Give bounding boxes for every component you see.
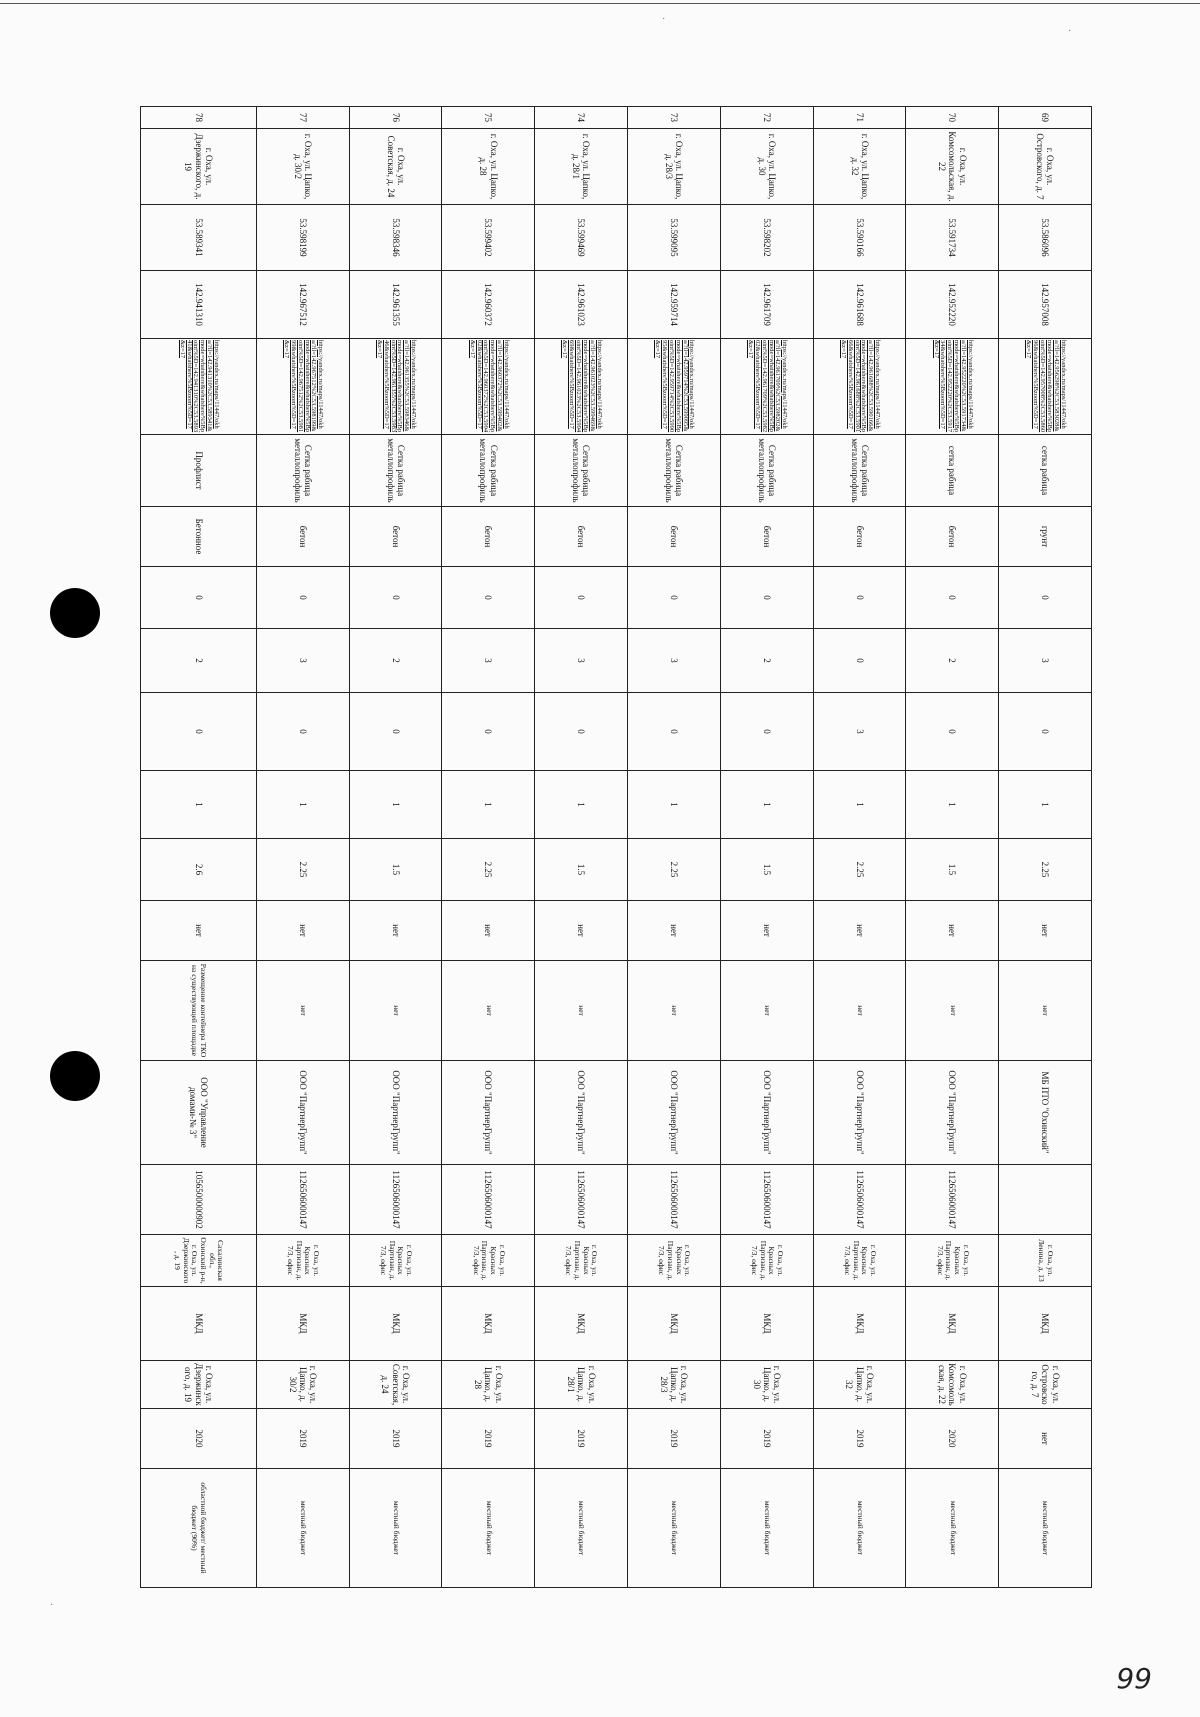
cell-address: г. Оха, ул. Цапко, д. 30 bbox=[720, 129, 813, 205]
cell-lat: 53.589341 bbox=[141, 205, 257, 271]
cell-c3: 0 bbox=[535, 693, 628, 771]
cell-surface: бетон bbox=[813, 507, 906, 567]
cell-owner-addr: г. Оха, ул. Красных Партизан, д. 7/3, офис bbox=[442, 1235, 535, 1287]
cell-owner-addr: Сахалинская обл., Охинский р-н, г. Оха, ул. Дзержинского, д. 19 bbox=[141, 1235, 257, 1287]
cell-volume: 2.25 bbox=[813, 839, 906, 901]
cell-owner-addr: г. Оха, ул. Красных Партизан, д. 7/3, офис bbox=[349, 1235, 442, 1287]
cell-owner-addr: г. Оха, ул. Красных Партизан, д. 7/3, офис bbox=[256, 1235, 349, 1287]
cell-lon: 142.952220 bbox=[906, 271, 999, 339]
cell-c1: 0 bbox=[256, 567, 349, 629]
cell-c3: 0 bbox=[256, 693, 349, 771]
cell-c6: нет bbox=[442, 961, 535, 1061]
cell-budget: областной бюджет/ местный бюджет (90%) bbox=[141, 1469, 257, 1588]
cell-surface: бетон bbox=[442, 507, 535, 567]
cell-lon: 142.941310 bbox=[141, 271, 257, 339]
cell-owner-addr: г. Оха, ул. Красных Партизан, д. 7/3, офис bbox=[628, 1235, 721, 1287]
cell-mkd: МКД bbox=[999, 1287, 1092, 1361]
cell-c6: нет bbox=[813, 961, 906, 1061]
cell-link[interactable]: https://yandex.ru/maps/11447/okha/?ll=142.961688%2C53.590166&mode=whatshere&whatshere%5Bpoint%5D=142.961688%2C53.590166&whatshere%5Bzoom%5D=17&z=17 bbox=[813, 339, 906, 435]
cell-c1: 0 bbox=[535, 567, 628, 629]
cell-ogrn: 1126506000147 bbox=[535, 1165, 628, 1235]
cell-year: 2019 bbox=[256, 1409, 349, 1469]
cell-volume: 1.5 bbox=[906, 839, 999, 901]
cell-source-addr: г. Оха, ул. Цапко, д. 30 bbox=[720, 1361, 813, 1409]
cell-source-addr: г. Оха, ул. Дзержинского, д. 19 bbox=[141, 1361, 257, 1409]
cell-c4: 1 bbox=[349, 771, 442, 839]
cell-link[interactable]: https://yandex.ru/maps/11447/okha/?ll=142.967512%2C53.598199&mode=whatshere&whatshere%5Bpoint%5D=142.967512%2C53.598199&whatshere%5Bzoom%5D=17&z=17 bbox=[256, 339, 349, 435]
table-row bbox=[349, 107, 442, 1588]
cell-ogrn: 1126506000147 bbox=[256, 1165, 349, 1235]
cell-fence: Сетка рабица металлопрофиль bbox=[349, 435, 442, 507]
cell-source-addr: г. Оха, ул. Цапко, д. 28 bbox=[442, 1361, 535, 1409]
cell-c4: 1 bbox=[442, 771, 535, 839]
cell-c1: 0 bbox=[141, 567, 257, 629]
cell-mkd: МКД bbox=[720, 1287, 813, 1361]
cell-owner: ООО "Управление домами-№ 3" bbox=[141, 1061, 257, 1165]
table-row bbox=[720, 107, 813, 1588]
cell-year: 2020 bbox=[906, 1409, 999, 1469]
cell-num: 77 bbox=[256, 107, 349, 129]
cell-lat: 53.598199 bbox=[256, 205, 349, 271]
cell-budget: местный бюджет bbox=[999, 1469, 1092, 1588]
page-number: 99 bbox=[1116, 1662, 1152, 1695]
cell-owner: ООО "ПартнерГрупп" bbox=[813, 1061, 906, 1165]
table-body bbox=[141, 107, 1092, 1588]
cell-c4: 1 bbox=[141, 771, 257, 839]
cell-year: 2019 bbox=[720, 1409, 813, 1469]
cell-budget: местный бюджет bbox=[256, 1469, 349, 1588]
cell-c3: 0 bbox=[999, 693, 1092, 771]
cell-c2: 2 bbox=[141, 629, 257, 693]
cell-lat: 53.586096 bbox=[999, 205, 1092, 271]
cell-year: 2019 bbox=[813, 1409, 906, 1469]
cell-budget: местный бюджет bbox=[720, 1469, 813, 1588]
scan-speck: · bbox=[662, 14, 666, 25]
cell-surface: Бетонное bbox=[141, 507, 257, 567]
cell-address: г. Оха, ул. Советская, д. 24 bbox=[349, 129, 442, 205]
cell-year: 2019 bbox=[349, 1409, 442, 1469]
cell-lon: 142.961023 bbox=[535, 271, 628, 339]
cell-volume: 2.25 bbox=[256, 839, 349, 901]
cell-num: 76 bbox=[349, 107, 442, 129]
cell-source-addr: г. Оха, ул. Цапко, д. 28/1 bbox=[535, 1361, 628, 1409]
cell-c4: 1 bbox=[720, 771, 813, 839]
cell-owner-addr: г. Оха, ул. Красных Партизан, д. 7/3, офис bbox=[535, 1235, 628, 1287]
cell-num: 75 bbox=[442, 107, 535, 129]
cell-volume: 1.5 bbox=[535, 839, 628, 901]
cell-c3: 0 bbox=[906, 693, 999, 771]
cell-volume: 2.25 bbox=[628, 839, 721, 901]
cell-num: 72 bbox=[720, 107, 813, 129]
cell-address: г. Оха, ул. Цапко, д. 30/2 bbox=[256, 129, 349, 205]
cell-c5: нет bbox=[720, 901, 813, 961]
table-row bbox=[141, 107, 257, 1588]
cell-link[interactable]: https://yandex.ru/maps/11447/okha/?ll=142.959714%2C53.599095&mode=whatshere&whatshere%5Bpoint%5D=142.959714%2C53.599095&whatshere%5Bzoom%5D=17&z=17 bbox=[628, 339, 721, 435]
cell-lon: 142.961709 bbox=[720, 271, 813, 339]
cell-c2: 3 bbox=[442, 629, 535, 693]
cell-c2: 3 bbox=[628, 629, 721, 693]
cell-c4: 1 bbox=[628, 771, 721, 839]
punch-hole-bottom bbox=[50, 1051, 100, 1101]
cell-c5: нет bbox=[141, 901, 257, 961]
cell-c1: 0 bbox=[349, 567, 442, 629]
table-row bbox=[999, 107, 1092, 1588]
cell-num: 74 bbox=[535, 107, 628, 129]
cell-source-addr: г. Оха, ул. Цапко, д. 28/3 bbox=[628, 1361, 721, 1409]
cell-owner: ООО "ПартнерГрупп" bbox=[535, 1061, 628, 1165]
cell-c2: 2 bbox=[906, 629, 999, 693]
cell-c2: 0 bbox=[813, 629, 906, 693]
cell-lat: 53.599095 bbox=[628, 205, 721, 271]
cell-surface: бетон bbox=[628, 507, 721, 567]
cell-lon: 142.967512 bbox=[256, 271, 349, 339]
cell-source-addr: г. Оха, ул. Островского, д. 7 bbox=[999, 1361, 1092, 1409]
table-row bbox=[442, 107, 535, 1588]
cell-owner: ООО "ПартнерГрупп" bbox=[906, 1061, 999, 1165]
cell-c3: 0 bbox=[349, 693, 442, 771]
table-row bbox=[628, 107, 721, 1588]
cell-c4: 1 bbox=[999, 771, 1092, 839]
cell-link[interactable]: https://yandex.ru/maps/11447/okha/?ll=142.960372%2C53.599402&mode=whatshere&whatshere%5Bpoint%5D=142.960372%2C53.599402&whatshere%5Bzoom%5D=17&z=17 bbox=[442, 339, 535, 435]
cell-c3: 3 bbox=[813, 693, 906, 771]
cell-fence: Сетка рабица металлопрофиль bbox=[535, 435, 628, 507]
cell-address: г. Оха, ул. Цапко, д. 28 bbox=[442, 129, 535, 205]
cell-mkd: МКД bbox=[628, 1287, 721, 1361]
cell-fence: Сетка рабица металлопрофиль bbox=[442, 435, 535, 507]
table-row bbox=[906, 107, 999, 1588]
cell-address: г. Оха, ул. Комсомольская, д. 22 bbox=[906, 129, 999, 205]
cell-budget: местный бюджет bbox=[349, 1469, 442, 1588]
cell-lon: 142.960372 bbox=[442, 271, 535, 339]
cell-lat: 53.599469 bbox=[535, 205, 628, 271]
cell-link[interactable]: https://yandex.ru/maps/11447/okha/?ll=142.961709%2C53.598202&mode=whatshere&whatshere%5Bpoint%5D=142.961709%2C53.598202&whatshere%5Bzoom%5D=17&z=17 bbox=[720, 339, 813, 435]
cell-ogrn: 1126506000147 bbox=[813, 1165, 906, 1235]
cell-c6: нет bbox=[906, 961, 999, 1061]
cell-c2: 3 bbox=[256, 629, 349, 693]
cell-c1: 0 bbox=[442, 567, 535, 629]
cell-c4: 1 bbox=[535, 771, 628, 839]
cell-c5: нет bbox=[813, 901, 906, 961]
cell-lon: 142.959714 bbox=[628, 271, 721, 339]
cell-mkd: МКД bbox=[141, 1287, 257, 1361]
cell-owner: ООО "ПартнерГрупп" bbox=[442, 1061, 535, 1165]
cell-c6: нет bbox=[999, 961, 1092, 1061]
cell-c3: 0 bbox=[720, 693, 813, 771]
cell-mkd: МКД bbox=[813, 1287, 906, 1361]
cell-c4: 1 bbox=[813, 771, 906, 839]
cell-owner-addr: г. Оха, ул. Красных Партизан, д. 7/3, офис bbox=[720, 1235, 813, 1287]
cell-address: г. Оха, ул. Цапко, д. 28/1 bbox=[535, 129, 628, 205]
cell-source-addr: г. Оха, ул. Советская, д. 24 bbox=[349, 1361, 442, 1409]
cell-year: 2019 bbox=[628, 1409, 721, 1469]
cell-link[interactable]: https://yandex.ru/maps/11447/okha/?ll=142.952220%2C53.591734&mode=whatshere&whatshere%5Bpoint%5D=142.952220%2C53.591734&whatshere%5Bzoom%5D=17&z=17 bbox=[906, 339, 999, 435]
cell-ogrn: 1126506000147 bbox=[720, 1165, 813, 1235]
cell-ogrn: 1056500000902 bbox=[141, 1165, 257, 1235]
cell-c2: 2 bbox=[720, 629, 813, 693]
cell-source-addr: г. Оха, ул. Цапко, д. 30/2 bbox=[256, 1361, 349, 1409]
cell-link[interactable]: https://yandex.ru/maps/11447/okha/?ll=142.941310%2C53.589341&mode=whatshere&whatshere%5Bpoint%5D=142.941310%2C53.589341&whatshere%5Bzoom%5D=17&z=17 bbox=[141, 339, 257, 435]
cell-lat: 53.590166 bbox=[813, 205, 906, 271]
cell-c1: 0 bbox=[906, 567, 999, 629]
cell-mkd: МКД bbox=[535, 1287, 628, 1361]
cell-fence: Сетка рабица металлопрофиль bbox=[628, 435, 721, 507]
cell-num: 69 bbox=[999, 107, 1092, 129]
cell-lon: 142.961355 bbox=[349, 271, 442, 339]
cell-surface: бетон bbox=[349, 507, 442, 567]
cell-lat: 53.591734 bbox=[906, 205, 999, 271]
cell-c5: нет bbox=[349, 901, 442, 961]
cell-owner-addr: г. Оха, ул. Ленина, д. 13 bbox=[999, 1235, 1092, 1287]
cell-c6: нет bbox=[256, 961, 349, 1061]
cell-surface: бетон bbox=[535, 507, 628, 567]
cell-c5: нет bbox=[906, 901, 999, 961]
cell-mkd: МКД bbox=[442, 1287, 535, 1361]
cell-c3: 0 bbox=[141, 693, 257, 771]
cell-fence: Профлист bbox=[141, 435, 257, 507]
cell-num: 71 bbox=[813, 107, 906, 129]
cell-fence: Сетка рабица металлопрофиль bbox=[720, 435, 813, 507]
cell-c6: нет bbox=[628, 961, 721, 1061]
cell-c3: 0 bbox=[628, 693, 721, 771]
cell-volume: 1.5 bbox=[349, 839, 442, 901]
registry-table bbox=[140, 106, 1092, 1588]
cell-budget: местный бюджет bbox=[535, 1469, 628, 1588]
scan-edge-line bbox=[0, 3, 1200, 4]
cell-fence: сетка рабица bbox=[999, 435, 1092, 507]
cell-address: г. Оха, ул. Островского, д. 7 bbox=[999, 129, 1092, 205]
rotated-table-canvas bbox=[140, 106, 1092, 1588]
cell-year: 2019 bbox=[535, 1409, 628, 1469]
cell-surface: бетон bbox=[720, 507, 813, 567]
cell-address: г. Оха, ул. Цапко, д. 32 bbox=[813, 129, 906, 205]
cell-owner-addr: г. Оха, ул. Красных Партизан, д. 7/3, офис bbox=[906, 1235, 999, 1287]
cell-ogrn: 1126506000147 bbox=[349, 1165, 442, 1235]
cell-fence: Сетка рабица металлопрофиль bbox=[256, 435, 349, 507]
cell-ogrn: 1126506000147 bbox=[628, 1165, 721, 1235]
cell-owner: ООО "ПартнерГрупп" bbox=[349, 1061, 442, 1165]
cell-volume: 2.6 bbox=[141, 839, 257, 901]
cell-year: нет bbox=[999, 1409, 1092, 1469]
cell-lat: 53.598202 bbox=[720, 205, 813, 271]
cell-link[interactable]: https://yandex.ru/maps/11447/okha/?ll=142.956298%2C53.583028&mode=whatshere&whatshere%5Bpoint%5D=142.957008%2C53.586096&whatshere%5Bzoom%5D=17&z=17 bbox=[999, 339, 1092, 435]
cell-num: 70 bbox=[906, 107, 999, 129]
cell-budget: местный бюджет bbox=[906, 1469, 999, 1588]
cell-c1: 0 bbox=[720, 567, 813, 629]
cell-ogrn: 1126506000147 bbox=[906, 1165, 999, 1235]
cell-c5: нет bbox=[256, 901, 349, 961]
table-row bbox=[813, 107, 906, 1588]
cell-lat: 53.599402 bbox=[442, 205, 535, 271]
cell-owner: ООО "ПартнерГрупп" bbox=[628, 1061, 721, 1165]
cell-fence: Сетка рабица металлопрофиль bbox=[813, 435, 906, 507]
cell-surface: бетон bbox=[906, 507, 999, 567]
scan-speck: · bbox=[1068, 26, 1072, 37]
cell-c4: 1 bbox=[256, 771, 349, 839]
cell-lat: 53.598346 bbox=[349, 205, 442, 271]
cell-num: 78 bbox=[141, 107, 257, 129]
cell-c5: нет bbox=[442, 901, 535, 961]
cell-budget: местный бюджет bbox=[813, 1469, 906, 1588]
table-row bbox=[256, 107, 349, 1588]
cell-volume: 2.25 bbox=[442, 839, 535, 901]
cell-owner-addr: г. Оха, ул. Красных Партизан, д. 7/3, офис bbox=[813, 1235, 906, 1287]
cell-link[interactable]: https://yandex.ru/maps/11447/okha/?ll=142.961023%2C53.599469&mode=whatshere&whatshere%5Bpoint%5D=142.961023%2C53.599469&whatshere%5Bzoom%5D=17&z=17 bbox=[535, 339, 628, 435]
cell-link[interactable]: https://yandex.ru/maps/11447/okha/?ll=142.961355%2C53.598346&mode=whatshere&whatshere%5Bpoint%5D=142.961355%2C53.598346&whatshere%5Bzoom%5D=17&z=17 bbox=[349, 339, 442, 435]
cell-address: г. Оха, ул. Цапко, д. 28/3 bbox=[628, 129, 721, 205]
cell-fence: сетка рабица bbox=[906, 435, 999, 507]
cell-source-addr: г. Оха, ул. Комсомольская, д. 22 bbox=[906, 1361, 999, 1409]
cell-source-addr: г. Оха, ул. Цапко, д. 32 bbox=[813, 1361, 906, 1409]
cell-c2: 2 bbox=[349, 629, 442, 693]
cell-mkd: МКД bbox=[256, 1287, 349, 1361]
cell-num: 73 bbox=[628, 107, 721, 129]
cell-c5: нет bbox=[628, 901, 721, 961]
cell-lon: 142.961688 bbox=[813, 271, 906, 339]
cell-owner: ООО "ПартнерГрупп" bbox=[720, 1061, 813, 1165]
cell-c5: нет bbox=[999, 901, 1092, 961]
cell-c5: нет bbox=[535, 901, 628, 961]
cell-lon: 142.957008 bbox=[999, 271, 1092, 339]
cell-mkd: МКД bbox=[349, 1287, 442, 1361]
table-row bbox=[535, 107, 628, 1588]
cell-c6: Размещение контейнера ТКО на существующей площадке bbox=[141, 961, 257, 1061]
cell-c6: нет bbox=[720, 961, 813, 1061]
scan-speck: · bbox=[50, 1600, 54, 1611]
cell-c4: 1 bbox=[906, 771, 999, 839]
rotated-table-frame bbox=[140, 106, 1092, 1588]
cell-c1: 0 bbox=[999, 567, 1092, 629]
cell-surface: грунт bbox=[999, 507, 1092, 567]
cell-c6: нет bbox=[535, 961, 628, 1061]
cell-ogrn: 1126506000147 bbox=[442, 1165, 535, 1235]
cell-year: 2020 bbox=[141, 1409, 257, 1469]
cell-ogrn bbox=[999, 1165, 1092, 1235]
cell-c1: 0 bbox=[628, 567, 721, 629]
cell-mkd: МКД bbox=[906, 1287, 999, 1361]
cell-owner: ООО "ПартнерГрупп" bbox=[256, 1061, 349, 1165]
cell-address: г. Оха, ул. Дзержинского, д. 19 bbox=[141, 129, 257, 205]
cell-budget: местный бюджет bbox=[442, 1469, 535, 1588]
cell-owner: МБ ПТО "Охинский" bbox=[999, 1061, 1092, 1165]
cell-c3: 0 bbox=[442, 693, 535, 771]
punch-hole-top bbox=[50, 588, 100, 638]
cell-volume: 1.5 bbox=[720, 839, 813, 901]
cell-c2: 3 bbox=[535, 629, 628, 693]
cell-budget: местный бюджет bbox=[628, 1469, 721, 1588]
cell-c6: нет bbox=[349, 961, 442, 1061]
cell-year: 2019 bbox=[442, 1409, 535, 1469]
cell-volume: 2.25 bbox=[999, 839, 1092, 901]
cell-surface: бетон bbox=[256, 507, 349, 567]
cell-c1: 0 bbox=[813, 567, 906, 629]
cell-c2: 3 bbox=[999, 629, 1092, 693]
